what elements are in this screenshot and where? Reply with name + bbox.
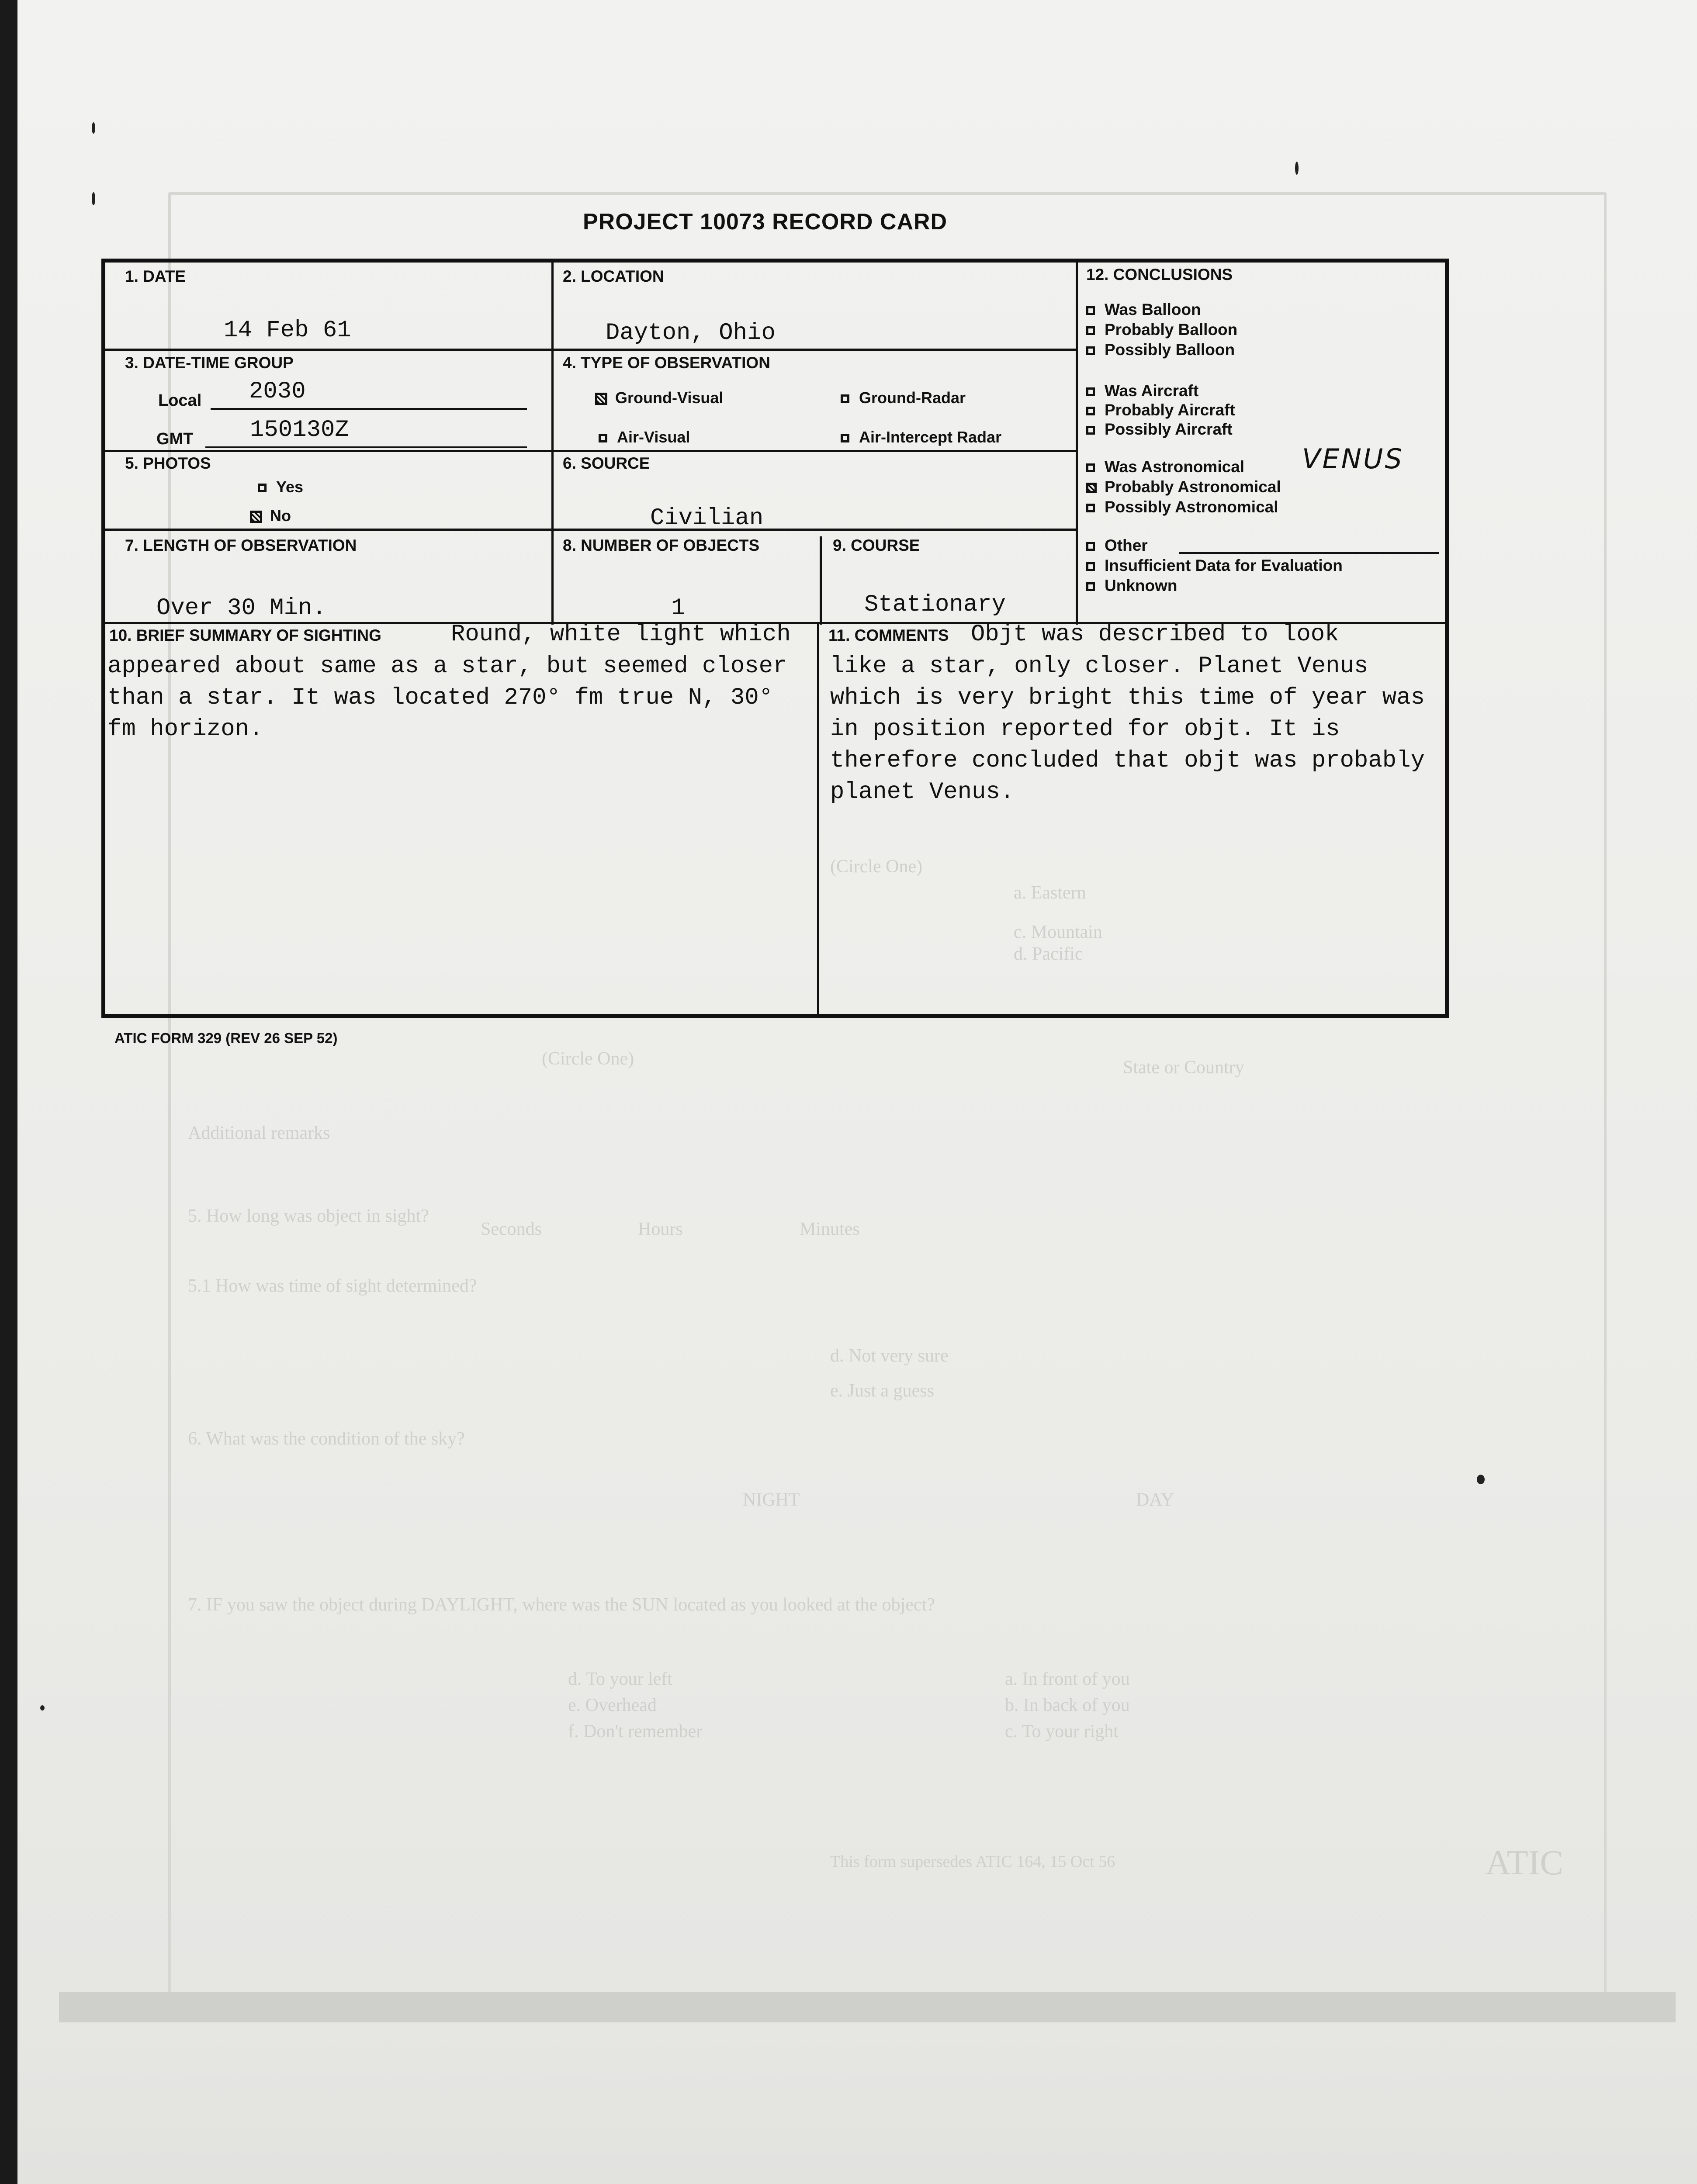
grid-line (817, 624, 819, 1017)
ghost-text: c. To your right (1005, 1721, 1119, 1742)
ghost-text: NIGHT (743, 1490, 800, 1510)
gmt-label: GMT (156, 430, 194, 448)
photos-yes-option[interactable]: Yes (258, 478, 303, 496)
photos-label: 5. PHOTOS (125, 454, 211, 472)
checked-box-icon[interactable] (1086, 483, 1097, 493)
checkbox-icon[interactable] (1086, 504, 1095, 512)
grid-line (1076, 260, 1078, 625)
grid-line (103, 450, 1077, 452)
ghost-text: State or Country (1123, 1057, 1244, 1078)
ghost-text: (Circle One) (542, 1049, 634, 1069)
location-value: Dayton, Ohio (606, 320, 776, 346)
card-title: PROJECT 10073 RECORD CARD (583, 209, 948, 235)
checkbox-icon[interactable] (1086, 306, 1095, 315)
checkbox-icon[interactable] (1086, 407, 1095, 415)
ghost-text: Additional remarks (188, 1123, 330, 1143)
summary-label: 10. BRIEF SUMMARY OF SIGHTING (109, 626, 381, 644)
scan-speck (92, 122, 95, 134)
date-label: 1. DATE (125, 267, 186, 285)
ghost-text: d. Not very sure (830, 1346, 949, 1366)
local-underline (211, 408, 527, 410)
conclusion-other[interactable]: Other (1086, 536, 1148, 556)
ghost-text: 5. How long was object in sight? (188, 1206, 429, 1226)
summary-text: appeared about same as a star, but seemed closer than a star. It was located 270° fm true N, 30° fm horizon. (107, 653, 787, 743)
checkbox-icon[interactable] (1086, 387, 1095, 396)
conclusion-probably-balloon[interactable]: Probably Balloon (1086, 320, 1237, 340)
handwritten-venus-note: VENUS (1302, 443, 1404, 475)
ghost-text: d. To your left (568, 1669, 672, 1689)
scan-speck (1477, 1475, 1485, 1484)
grid-line (551, 260, 554, 625)
location-label: 2. LOCATION (563, 267, 664, 285)
comments-text: like a star, only closer. Planet Venus which is very bright this time of year was in position reported for objt. It is therefore concluded that objt was probably planet Venus. (830, 653, 1425, 805)
comments-label: 11. COMMENTS (828, 626, 949, 644)
photos-no-option[interactable]: No (250, 507, 291, 525)
scan-speck (92, 192, 95, 205)
checkbox-icon[interactable] (841, 434, 849, 442)
checkbox-icon[interactable] (599, 434, 607, 442)
gmt-value: 150130Z (250, 417, 349, 443)
scan-speck (1295, 162, 1299, 175)
conclusion-possibly-aircraft[interactable]: Possibly Aircraft (1086, 419, 1233, 439)
checkbox-icon[interactable] (1086, 542, 1095, 551)
date-value: 14 Feb 61 (224, 317, 351, 344)
checkbox-icon[interactable] (1086, 426, 1095, 435)
checkbox-icon[interactable] (841, 394, 849, 403)
conclusion-was-aircraft[interactable]: Was Aircraft (1086, 381, 1198, 401)
checked-box-icon[interactable] (250, 511, 262, 523)
date-time-group-label: 3. DATE-TIME GROUP (125, 354, 294, 372)
length-label: 7. LENGTH OF OBSERVATION (125, 536, 357, 554)
ghost-text: Hours (638, 1219, 683, 1239)
page-bottom (17, 2022, 1697, 2184)
grid-line (103, 349, 1077, 351)
conclusion-probably-astronomical[interactable]: Probably Astronomical (1086, 477, 1281, 497)
checkbox-icon[interactable] (1086, 582, 1095, 591)
air-visual-option[interactable]: Air-Visual (599, 428, 690, 446)
course-label: 9. COURSE (833, 536, 920, 554)
checkbox-icon[interactable] (1086, 463, 1095, 472)
conclusions-label: 12. CONCLUSIONS (1086, 266, 1233, 283)
page-lower-edge (59, 1992, 1676, 2022)
conclusion-possibly-balloon[interactable]: Possibly Balloon (1086, 340, 1235, 360)
ghost-text: 7. IF you saw the object during DAYLIGHT, where was the SUN located as you looked at the object? (188, 1595, 935, 1615)
ghost-text: Minutes (800, 1219, 860, 1239)
source-value: Civilian (650, 505, 764, 532)
ghost-text: DAY (1136, 1490, 1174, 1510)
ground-visual-option[interactable]: Ground-Visual (595, 389, 723, 407)
observation-type-label: 4. TYPE OF OBSERVATION (563, 354, 770, 372)
checked-box-icon[interactable] (595, 393, 607, 405)
gmt-underline (205, 446, 527, 448)
source-label: 6. SOURCE (563, 454, 650, 472)
grid-line (103, 529, 1077, 531)
local-value: 2030 (249, 378, 306, 405)
ghost-text: This form supersedes ATIC 164, 15 Oct 56 (830, 1852, 1115, 1871)
summary-first-line: Round, white light which (451, 621, 791, 648)
checkbox-icon[interactable] (1086, 326, 1095, 335)
conclusion-unknown[interactable]: Unknown (1086, 576, 1177, 596)
ghost-text: b. In back of you (1005, 1695, 1130, 1715)
grid-line (820, 536, 822, 625)
ghost-text: 6. What was the condition of the sky? (188, 1429, 465, 1449)
ghost-text: e. Just a guess (830, 1381, 934, 1401)
ghost-text: ATIC (1486, 1844, 1563, 1882)
ghost-text: d. Pacific (1014, 944, 1083, 964)
conclusion-was-balloon[interactable]: Was Balloon (1086, 300, 1201, 320)
comments-first-line: Objt was described to look (971, 621, 1339, 648)
checkbox-icon[interactable] (1086, 346, 1095, 355)
ground-radar-option[interactable]: Ground-Radar (841, 389, 966, 407)
conclusion-probably-aircraft[interactable]: Probably Aircraft (1086, 400, 1235, 420)
number-of-objects-value: 1 (671, 595, 686, 622)
conclusion-insufficient-data[interactable]: Insufficient Data for Evaluation (1086, 556, 1343, 576)
ghost-text: (Circle One) (830, 857, 923, 877)
conclusion-possibly-astronomical[interactable]: Possibly Astronomical (1086, 497, 1278, 517)
length-value: Over 30 Min. (156, 595, 326, 622)
ghost-text: 5.1 How was time of sight determined? (188, 1276, 477, 1296)
ghost-text: a. In front of you (1005, 1669, 1130, 1689)
local-label: Local (158, 391, 202, 410)
air-intercept-radar-option[interactable]: Air-Intercept Radar (841, 428, 1001, 446)
ghost-text: Seconds (481, 1219, 542, 1239)
checkbox-icon[interactable] (258, 484, 267, 492)
ghost-text: f. Don't remember (568, 1721, 703, 1742)
number-of-objects-label: 8. NUMBER OF OBJECTS (563, 536, 760, 554)
form-id: ATIC FORM 329 (REV 26 SEP 52) (114, 1030, 338, 1046)
ghost-text: c. Mountain (1014, 922, 1102, 942)
ghost-text: a. Eastern (1014, 883, 1086, 903)
course-value: Stationary (864, 591, 1006, 618)
checkbox-icon[interactable] (1086, 562, 1095, 571)
other-underline (1179, 552, 1439, 554)
conclusion-was-astronomical[interactable]: Was Astronomical (1086, 457, 1244, 477)
ghost-text: e. Overhead (568, 1695, 657, 1715)
scan-speck (40, 1705, 45, 1711)
